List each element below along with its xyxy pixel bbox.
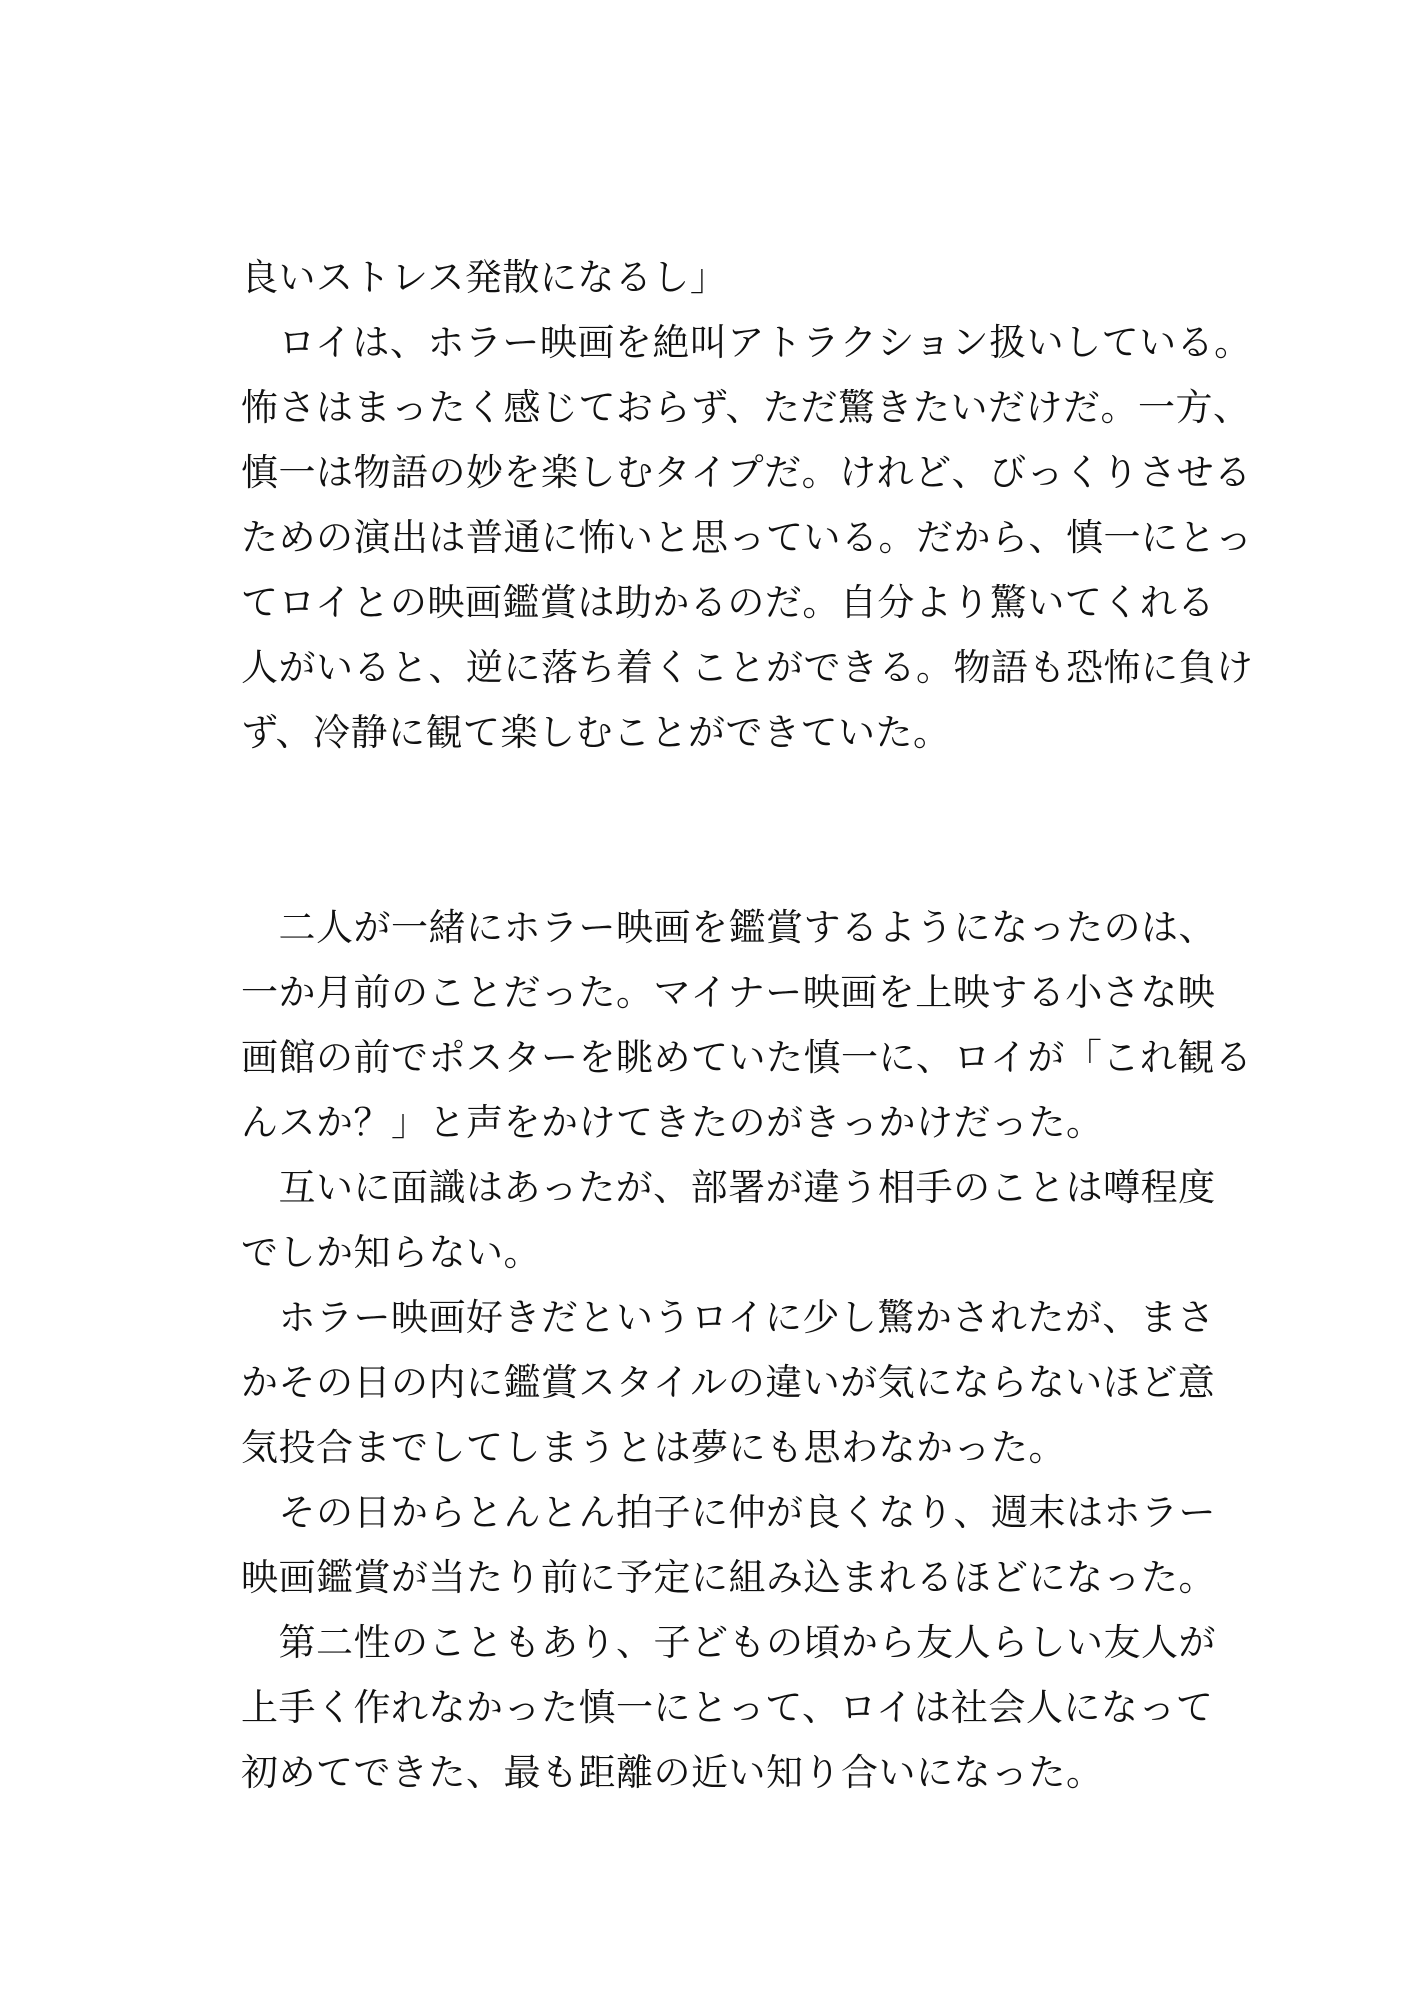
text-line: でしか知らない。	[241, 1231, 541, 1274]
text-line: 上手く作れなかった慎一にとって、ロイは社会人になって	[241, 1686, 1214, 1729]
text-line: てロイとの映画鑑賞は助かるのだ。自分より驚いてくれる	[241, 581, 1215, 624]
text-line: 二人が一緒にホラー映画を鑑賞するようになったのは、	[241, 906, 1216, 949]
text-line: ための演出は普通に怖いと思っている。だから、慎一にとっ	[241, 516, 1253, 559]
text-line: ロイは、ホラー映画を絶叫アトラクション扱いしている。	[241, 321, 1252, 364]
paragraph-gap	[241, 830, 1181, 895]
text-line: ホラー映画好きだというロイに少し驚かされたが、まさ	[241, 1296, 1215, 1339]
paragraph-gap	[241, 765, 1181, 830]
text-line: 怖さはまったく感じておらず、ただ驚きたいだけだ。一方、	[241, 386, 1251, 429]
text-line: 初めてできた、最も距離の近い知り合いになった。	[241, 1751, 1104, 1794]
text-line: 互いに面識はあったが、部署が違う相手のことは噂程度	[241, 1166, 1216, 1209]
text-line: 慎一は物語の妙を楽しむタイプだ。けれど、びっくりさせる	[241, 451, 1252, 494]
text-line: 画館の前でポスターを眺めていた慎一に、ロイが「これ観る	[241, 1036, 1253, 1079]
text-line: その日からとんとん拍子に仲が良くなり、週末はホラー	[241, 1491, 1216, 1534]
text-line: 映画鑑賞が当たり前に予定に組み込まれるほどになった。	[241, 1556, 1216, 1599]
body-text	[241, 245, 1254, 1805]
text-line: かその日の内に鑑賞スタイルの違いが気にならないほど意	[241, 1361, 1216, 1404]
text-line: んスか？」と声をかけてきたのがきっかけだった。	[241, 1101, 1104, 1144]
text-line: 一か月前のことだった。マイナー映画を上映する小さな映	[241, 971, 1216, 1014]
text-line: 人がいると、逆に落ち着くことができる。物語も恐怖に負け	[241, 646, 1254, 689]
text-line: 第二性のこともあり、子どもの頃から友人らしい友人が	[241, 1621, 1216, 1664]
text-line: ず、冷静に観て楽しむことができていた。	[241, 711, 951, 754]
text-line: 気投合までしてしまうとは夢にも思わなかった。	[241, 1426, 1066, 1469]
text-line: 良いストレス発散になるし」	[241, 256, 728, 299]
